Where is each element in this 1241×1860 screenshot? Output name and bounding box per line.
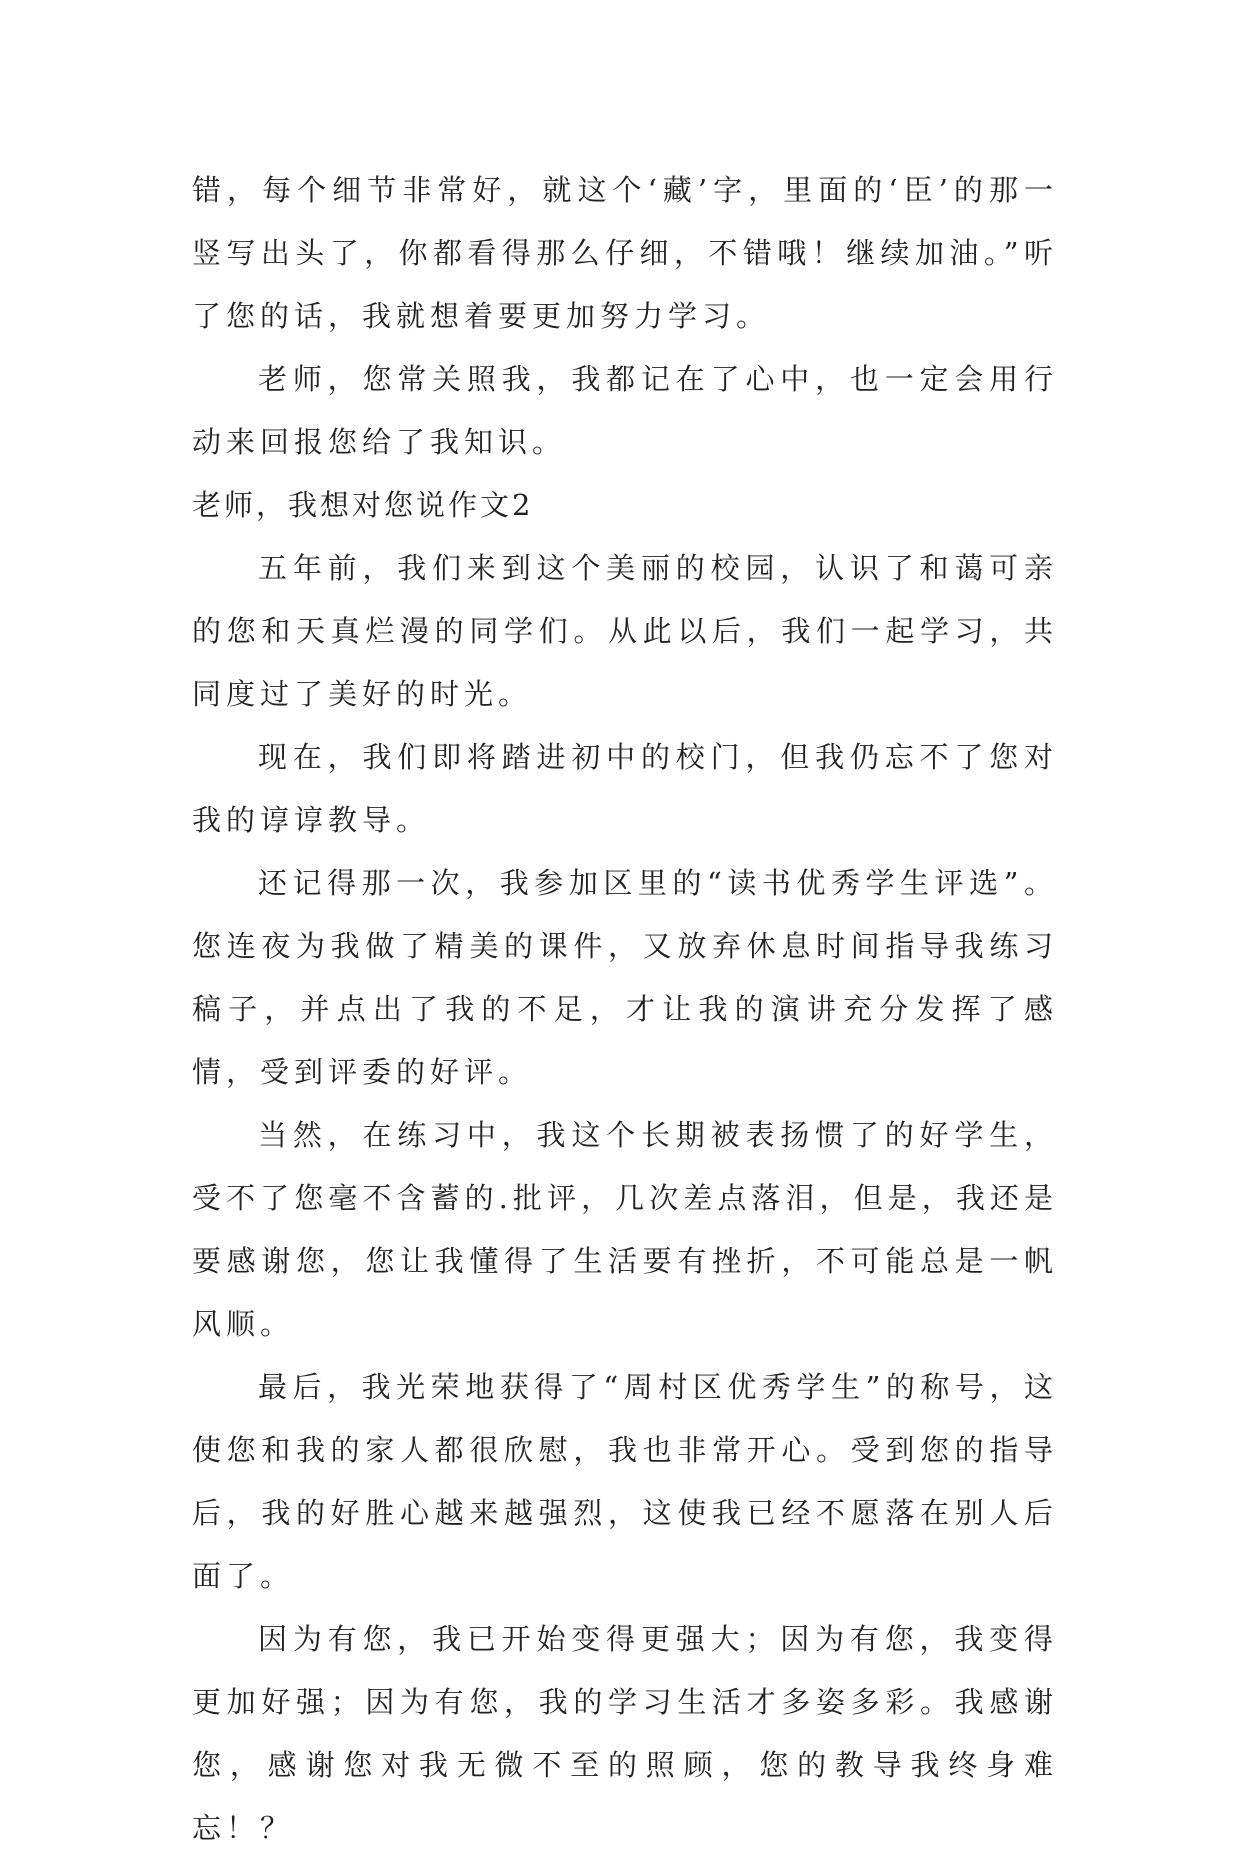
paragraph: 现在，我们即将踏进初中的校门，但我仍忘不了您对我的谆谆教导。 [192, 740, 1058, 837]
paragraph-continued: 错，每个细节非常好，就这个‘藏’字，里面的‘臣’的那一竖写出头了，你都看得那么仔细，不错哦！继续加油。”听了您的话，我就想着要更加努力学习。 [192, 173, 1058, 333]
paragraph: 还记得那一次，我参加区里的“读书优秀学生评选”。您连夜为我做了精美的课件，又放弃休息时间指导我练习稿子，并点出了我的不足，才让我的演讲充分发挥了感情，受到评委的好评。 [192, 866, 1058, 1089]
paragraph: 最后，我光荣地获得了“周村区优秀学生”的称号，这使您和我的家人都很欣慰，我也非常开心。受到您的指导后，我的好胜心越来越强烈，这使我已经不愿落在别人后面了。 [192, 1370, 1058, 1593]
document-body [192, 159, 1058, 1860]
paragraph: 因为有您，我已开始变得更强大；因为有您，我变得更加好强；因为有您，我的学习生活才多姿多彩。我感谢您，感谢您对我无微不至的照顾，您的教导我终身难忘！？ [192, 1622, 1058, 1845]
paragraph: 当然，在练习中，我这个长期被表扬惯了的好学生，受不了您毫不含蓄的.批评，几次差点落泪，但是，我还是要感谢您，您让我懂得了生活要有挫折，不可能总是一帆风顺。 [192, 1118, 1058, 1341]
paragraph: 老师，您常关照我，我都记在了心中，也一定会用行动来回报您给了我知识。 [192, 362, 1058, 459]
paragraph: 五年前，我们来到这个美丽的校园，认识了和蔼可亲的您和天真烂漫的同学们。从此以后，我们一起学习，共同度过了美好的时光。 [192, 551, 1058, 711]
section-title: 老师，我想对您说作文2 [192, 488, 534, 522]
